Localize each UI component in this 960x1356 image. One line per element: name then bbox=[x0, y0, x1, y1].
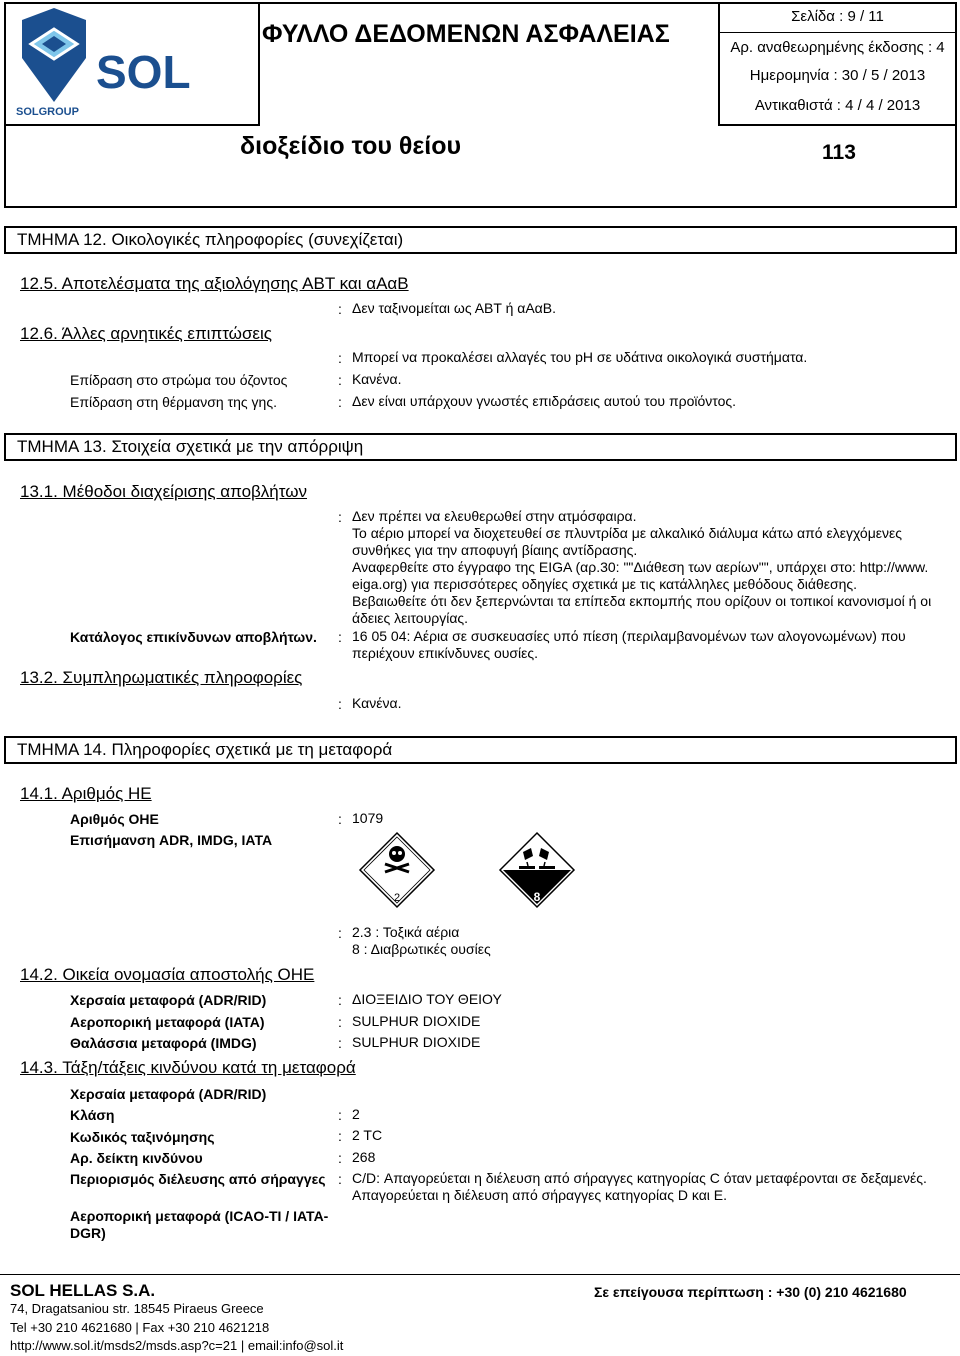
ozone-value: Κανένα. bbox=[352, 371, 402, 387]
section-13-header: ΤΜΗΜΑ 13. Στοιχεία σχετικά με την απόρριψη bbox=[4, 433, 957, 461]
header-divider bbox=[718, 124, 957, 126]
colon: : bbox=[338, 350, 342, 366]
colon: : bbox=[338, 301, 342, 317]
brand-wordmark: SOL bbox=[96, 46, 191, 98]
meta-divider bbox=[718, 32, 957, 33]
subsection-13-1-title: 13.1. Μέθοδοι διαχείρισης αποβλήτων bbox=[20, 482, 308, 501]
colon: : bbox=[338, 509, 342, 525]
methods-line: συνθήκες για την αποφυγή βίαιης αντίδρασης. bbox=[352, 542, 638, 558]
methods-line: άδειες λειτουργίας. bbox=[352, 610, 469, 626]
tunnel-restriction-label: Περιορισμός διέλευσης από σήραγγες bbox=[70, 1171, 326, 1187]
revision-number: Αρ. αναθεωρημένης έκδοσης : 4 bbox=[730, 39, 945, 56]
air-transport-header bbox=[70, 1208, 328, 1242]
footer-address: 74, Dragatsaniou str. 18545 Piraeus Greece bbox=[10, 1301, 264, 1316]
colon: : bbox=[338, 1014, 342, 1030]
land-transport-value: ΔΙΟΞΕΙΔΙΟ ΤΟΥ ΘΕΙΟΥ bbox=[352, 991, 502, 1007]
footer-divider bbox=[0, 1274, 960, 1275]
air-header-line: DGR) bbox=[70, 1225, 106, 1241]
subsection-12-5-title: 12.5. Αποτελέσματα της αξιολόγησης ΑΒΤ και αΑαΒ bbox=[20, 274, 409, 293]
section-12-header: ΤΜΗΜΑ 12. Οικολογικές πληροφορίες (συνεχίζεται) bbox=[4, 226, 957, 254]
un-number-value: 1079 bbox=[352, 810, 384, 826]
colon: : bbox=[338, 1035, 342, 1051]
classification-code-value: 2 TC bbox=[352, 1127, 383, 1143]
logo-cell bbox=[4, 2, 260, 126]
catalog-line: 16 05 04: Αέρια σε συσκευασίες υπό πίεση (περιλαμβανομένων των αλογονωμένων) που bbox=[352, 628, 906, 644]
methods-line: Δεν πρέπει να ελευθερωθεί στην ατμόσφαιρα. bbox=[352, 508, 637, 524]
air-transport-label: Αεροπορική μεταφορά (IATA) bbox=[70, 1014, 265, 1030]
waste-catalog-label: Κατάλογος επικίνδυνων αποβλήτων. bbox=[70, 629, 317, 645]
catalog-line: περιέχουν επικίνδυνες ουσίες. bbox=[352, 645, 539, 661]
revision-meta bbox=[718, 2, 957, 126]
methods-line: Το αέριο μπορεί να διοχετευθεί σε πλυντρίδα με αλκαλικό διάλυμα κάτω από ελεγχόμενες bbox=[352, 525, 903, 541]
document-title: ΦΥΛΛΟ ΔΕΔΟΜΕΝΩΝ ΑΣΦΑΛΕΙΑΣ bbox=[262, 20, 670, 48]
land-transport-header: Χερσαία μεταφορά (ADR/RID) bbox=[70, 1086, 267, 1102]
footer-contact: Tel +30 210 4621680 | Fax +30 210 4621218 bbox=[10, 1320, 270, 1335]
tunnel-line: Απαγορεύεται η διέλευση από σήραγγες κατηγορίας D και Ε. bbox=[352, 1187, 728, 1203]
colon: : bbox=[338, 372, 342, 388]
un-number-label: Αριθμός ΟΗΕ bbox=[70, 811, 159, 827]
subsection-12-6-title: 12.6. Άλλες αρνητικές επιπτώσεις bbox=[20, 324, 272, 343]
other-effects-value: Μπορεί να προκαλέσει αλλαγές του pH σε υδάτινα οικολογικά συστήματα. bbox=[352, 349, 808, 365]
colon: : bbox=[338, 1150, 342, 1166]
colon: : bbox=[338, 629, 342, 645]
brand-subtext: SOLGROUP bbox=[16, 106, 79, 118]
classification-code-label: Κωδικός ταξινόμησης bbox=[70, 1129, 215, 1145]
tunnel-line: C/D: Απαγορεύεται η διέλευση από σήραγγες κατηγορίας C όταν μεταφέρονται σε δεξαμενές. bbox=[352, 1170, 927, 1186]
warming-label: Επίδραση στη θέρμανση της γης. bbox=[70, 394, 277, 410]
air-transport-value: SULPHUR DIOXIDE bbox=[352, 1013, 481, 1029]
marking-values bbox=[352, 924, 491, 958]
corrosive-hazard-label bbox=[497, 830, 577, 910]
subsection-14-3-title: 14.3. Τάξη/τάξεις κινδύνου κατά τη μεταφορά bbox=[20, 1058, 356, 1077]
footer-company: SOL HELLAS S.A. bbox=[10, 1281, 156, 1300]
product-name: διοξείδιο του θείου bbox=[240, 132, 462, 160]
additional-info-value: Κανένα. bbox=[352, 695, 402, 711]
section-14-header: ΤΜΗΜΑ 14. Πληροφορίες σχετικά με τη μεταφορά bbox=[4, 736, 957, 764]
sea-transport-label: Θαλάσσια μεταφορά (IMDG) bbox=[70, 1035, 257, 1051]
tunnel-restriction-value bbox=[352, 1170, 952, 1204]
revision-date: Ημερομηνία : 30 / 5 / 2013 bbox=[749, 67, 926, 84]
waste-catalog-value bbox=[352, 628, 952, 662]
colon: : bbox=[338, 925, 342, 941]
toxic-gas-hazard-label bbox=[357, 830, 437, 910]
marking-line: 8 : Διαβρωτικές ουσίες bbox=[352, 941, 491, 957]
warming-value: Δεν είναι υπάρχουν γνωστές επιδράσεις αυτού του προϊόντος. bbox=[352, 393, 737, 409]
methods-line: eiga.org) για περισσότερες οδηγίες σχετικά με τις κατάλληλες μεθόδους διάθεσης. bbox=[352, 576, 858, 592]
colon: : bbox=[338, 1171, 342, 1187]
methods-line: Βεβαιωθείτε ότι δεν ξεπερνώνται τα επίπεδα εκπομπής που ορίζουν οι τοπικοί κανονισμοί ή οι bbox=[352, 593, 932, 609]
ozone-label: Επίδραση στο στρώμα του όζοντος bbox=[70, 372, 288, 388]
page-indicator: Σελίδα : 9 / 11 bbox=[791, 8, 884, 25]
sea-transport-value: SULPHUR DIOXIDE bbox=[352, 1034, 481, 1050]
subsection-14-1-title: 14.1. Αριθμός ΗΕ bbox=[20, 784, 152, 803]
marking-line: 2.3 : Τοξικά αέρια bbox=[352, 924, 460, 940]
colon: : bbox=[338, 1107, 342, 1123]
footer-web-link[interactable]: http://www.sol.it/msds2/msds.asp?c=21 | email:info@sol.it bbox=[10, 1338, 344, 1353]
marking-label: Επισήμανση ADR, IMDG, IATA bbox=[70, 832, 273, 848]
hazard-id-value: 268 bbox=[352, 1149, 376, 1165]
colon: : bbox=[338, 394, 342, 410]
class-value: 2 bbox=[352, 1106, 360, 1122]
sol-group-logo bbox=[4, 2, 256, 122]
product-number: 113 bbox=[822, 141, 856, 164]
pbt-assessment-value: Δεν ταξινομείται ως ΑΒΤ ή αΑαΒ. bbox=[352, 300, 557, 316]
class-label: Κλάση bbox=[70, 1107, 115, 1123]
colon: : bbox=[338, 811, 342, 827]
colon: : bbox=[338, 1128, 342, 1144]
land-transport-label: Χερσαία μεταφορά (ADR/RID) bbox=[70, 992, 267, 1008]
colon: : bbox=[338, 992, 342, 1008]
air-header-line: Αεροπορική μεταφορά (ICAO-TI / IATA- bbox=[70, 1208, 329, 1224]
hazard-id-label: Αρ. δείκτη κινδύνου bbox=[70, 1150, 203, 1166]
colon: : bbox=[338, 696, 342, 712]
disposal-methods bbox=[352, 508, 952, 627]
hazard-class-2: 2 bbox=[393, 892, 401, 904]
replaces-date: Αντικαθιστά : 4 / 4 / 2013 bbox=[754, 97, 921, 114]
subsection-14-2-title: 14.2. Οικεία ονομασία αποστολής ΟΗΕ bbox=[20, 965, 315, 984]
methods-line: Αναφερθείτε στο έγγραφο της EIGA (αρ.30: ""Διάθεση των αερίων"", υπάρχει στο: http://www. bbox=[352, 559, 929, 575]
footer-emergency: Σε επείγουσα περίπτωση : +30 (0) 210 4621680 bbox=[594, 1284, 907, 1300]
hazard-class-8: 8 bbox=[533, 890, 541, 904]
subsection-13-2-title: 13.2. Συμπληρωματικές πληροφορίες bbox=[20, 668, 303, 687]
